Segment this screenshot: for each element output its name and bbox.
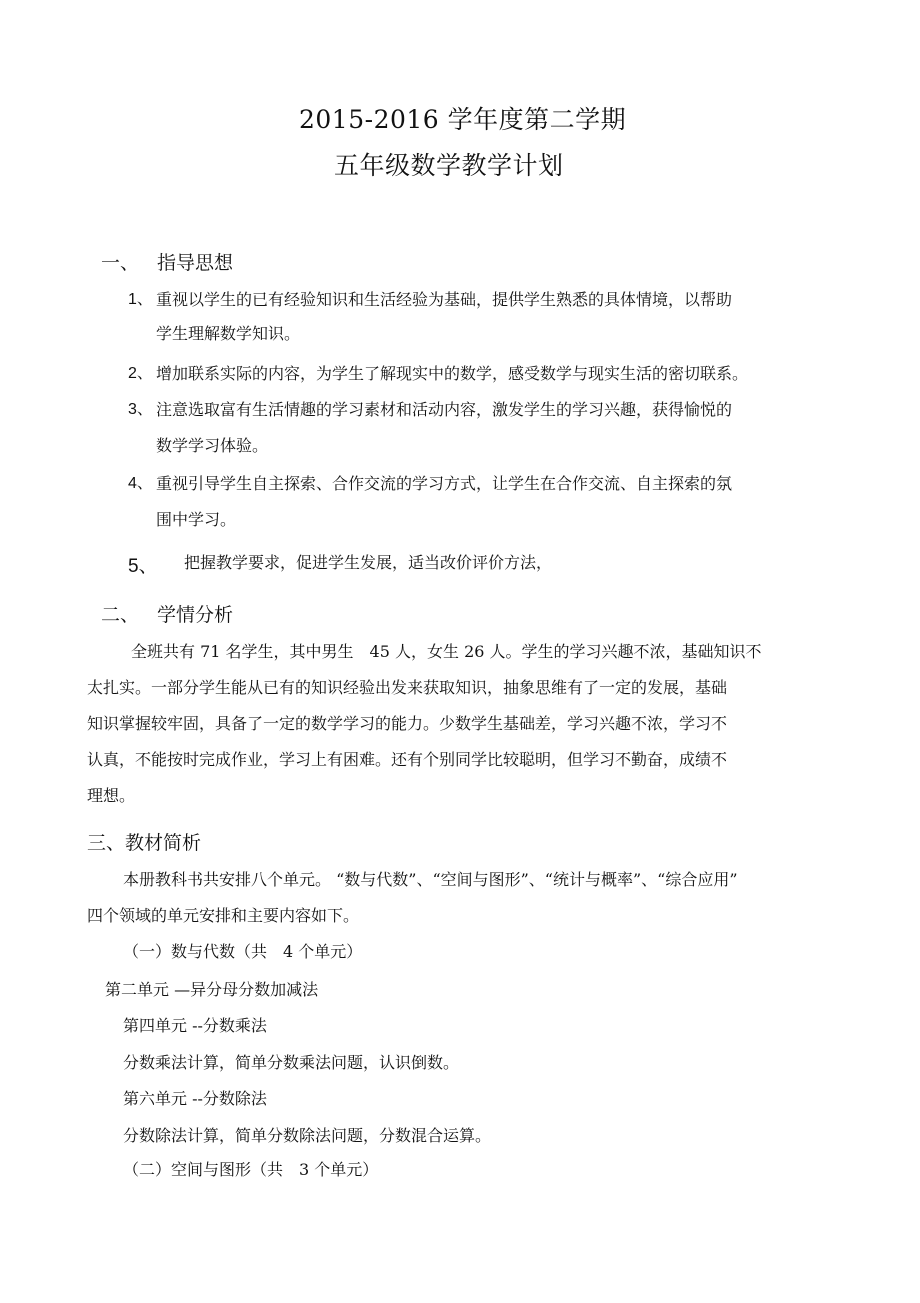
unit-6-description: 分数除法计算，简单分数除法问题，分数混合运算。 [123,1126,492,1145]
item-3-number: 3、 [128,401,153,418]
section-1-heading: 指导思想 [157,252,234,274]
title-line-1: 2015-2016 学年度第二学期 [299,105,627,134]
section-3-heading: 三、教材简析 [87,832,202,854]
unit-6-title: 第六单元 --分数除法 [123,1089,267,1108]
item-1-number: 1、 [128,291,153,308]
analysis-line-5: 理想。 [87,786,136,805]
unit-4-description: 分数乘法计算，简单分数乘法问题，认识倒数。 [123,1053,460,1072]
item-4-line-1: 重视引导学生自主探索、合作交流的学习方式，让学生在合作交流、自主探索的氛 [156,474,733,493]
unit-2-title: 第二单元 —异分母分数加减法 [105,980,319,999]
section-2-heading: 学情分析 [157,604,234,626]
item-3-line-2: 数学学习体验。 [156,436,269,455]
item-5-line-1: 把握教学要求，促进学生发展，适当改价评价方法， [184,553,553,572]
item-4-number: 4、 [128,475,153,492]
item-3-line-1: 注意选取富有生活情趣的学习素材和活动内容，激发学生的学习兴趣，获得愉悦的 [156,400,733,419]
unit-4-title: 第四单元 --分数乘法 [123,1016,267,1035]
item-1-line-1: 重视以学生的已有经验知识和生活经验为基础，提供学生熟悉的具体情境，以帮助 [156,290,733,309]
textbook-intro-line-2: 四个领域的单元安排和主要内容如下。 [87,906,360,925]
analysis-line-2: 太扎实。一部分学生能从已有的知识经验出发来获取知识，抽象思维有了一定的发展，基础 [87,678,728,697]
item-2-number: 2、 [128,365,153,382]
item-1-line-2: 学生理解数学知识。 [156,324,301,343]
title-line-2: 五年级数学教学计划 [334,151,564,180]
item-2-line-1: 增加联系实际的内容，为学生了解现实中的数学，感受数学与现实生活的密切联系。 [156,364,749,383]
item-4-line-2: 围中学习。 [156,510,237,529]
section-2-number: 二、 [101,604,140,626]
textbook-intro-line-1: 本册教科书共安排八个单元。 “数与代数”、“空间与图形”、“统计与概率”、“综合应用” [123,870,738,889]
subsection-2-heading: （二）空间与图形（共 3 个单元） [123,1160,379,1179]
analysis-line-1: 全班共有 71 名学生，其中男生 45 人，女生 26 人。学生的学习兴趣不浓，基础知识不 [131,642,762,661]
analysis-line-4: 认真，不能按时完成作业，学习上有困难。还有个别同学比较聪明，但学习不勤奋，成绩不 [87,750,728,769]
item-5-number: 5、 [128,556,158,577]
section-1-number: 一、 [101,252,140,274]
subsection-1-heading: （一）数与代数（共 4 个单元） [123,942,363,961]
analysis-line-3: 知识掌握较牢固，具备了一定的数学学习的能力。少数学生基础差，学习兴趣不浓，学习不 [87,714,728,733]
